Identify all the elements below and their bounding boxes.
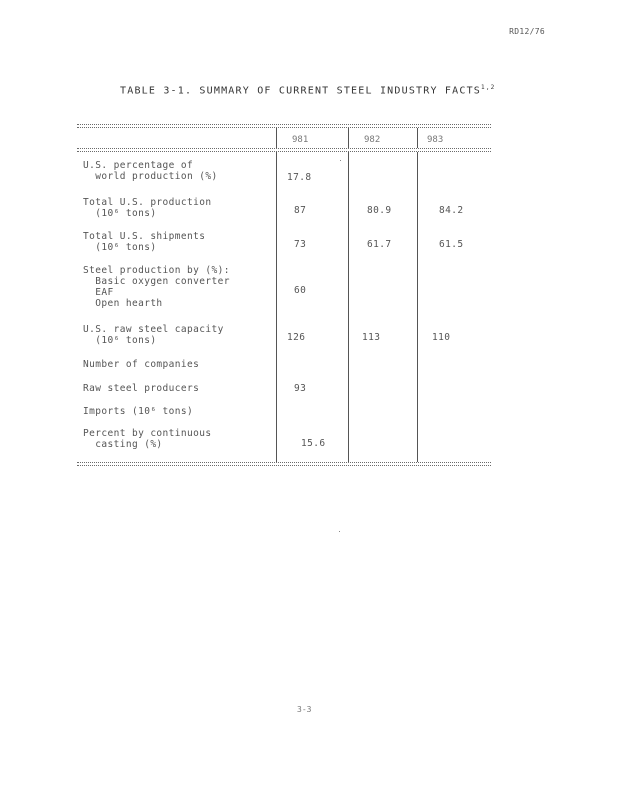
row-label: Total U.S. shipments (10⁶ tons) (83, 231, 206, 253)
column-divider (348, 128, 349, 148)
row-label: Raw steel producers (83, 383, 200, 394)
cell-value: 61.7 (367, 239, 392, 250)
scan-speck (340, 160, 341, 161)
table-bottom-rule (77, 462, 491, 466)
cell-value: 80.9 (367, 205, 392, 216)
cell-value: 110 (432, 332, 451, 343)
table-header-row (77, 128, 491, 148)
column-header-2: 982 (364, 135, 381, 145)
cell-value: 17.8 (287, 172, 312, 183)
cell-value: 84.2 (439, 205, 464, 216)
row-label: U.S. raw steel capacity (10⁶ tons) (83, 324, 224, 346)
cell-value: 73 (294, 239, 307, 250)
column-divider (276, 152, 277, 462)
row-label: Percent by continuous casting (%) (83, 428, 212, 450)
cell-value: 60 (294, 285, 307, 296)
column-header-1: 981 (292, 135, 309, 145)
cell-value: 113 (362, 332, 381, 343)
row-label: Total U.S. production (10⁶ tons) (83, 197, 212, 219)
title-footnote-marker: 1,2 (481, 84, 496, 91)
cell-value: 126 (287, 332, 306, 343)
cell-value: 93 (294, 383, 307, 394)
table-title-text: TABLE 3-1. SUMMARY OF CURRENT STEEL INDUSTRY FACTS (120, 85, 482, 97)
document-id: RD12/76 (509, 27, 545, 36)
table-title (120, 84, 495, 96)
steel-facts-table (77, 124, 491, 466)
column-divider (276, 128, 277, 148)
row-label: U.S. percentage of world production (%) (83, 160, 218, 182)
cell-value: 61.5 (439, 239, 464, 250)
page-number: 3-3 (297, 705, 312, 714)
column-divider (417, 152, 418, 462)
row-label: Number of companies (83, 359, 200, 370)
row-label: Steel production by (%): Basic oxygen converter EAF Open hearth (83, 265, 230, 309)
table-body (77, 152, 491, 462)
cell-value: 15.6 (301, 438, 326, 449)
column-header-3: 983 (427, 135, 444, 145)
column-divider (417, 128, 418, 148)
row-label: Imports (10⁶ tons) (83, 406, 194, 417)
scan-speck (339, 531, 340, 532)
cell-value: 87 (294, 205, 307, 216)
column-divider (348, 152, 349, 462)
